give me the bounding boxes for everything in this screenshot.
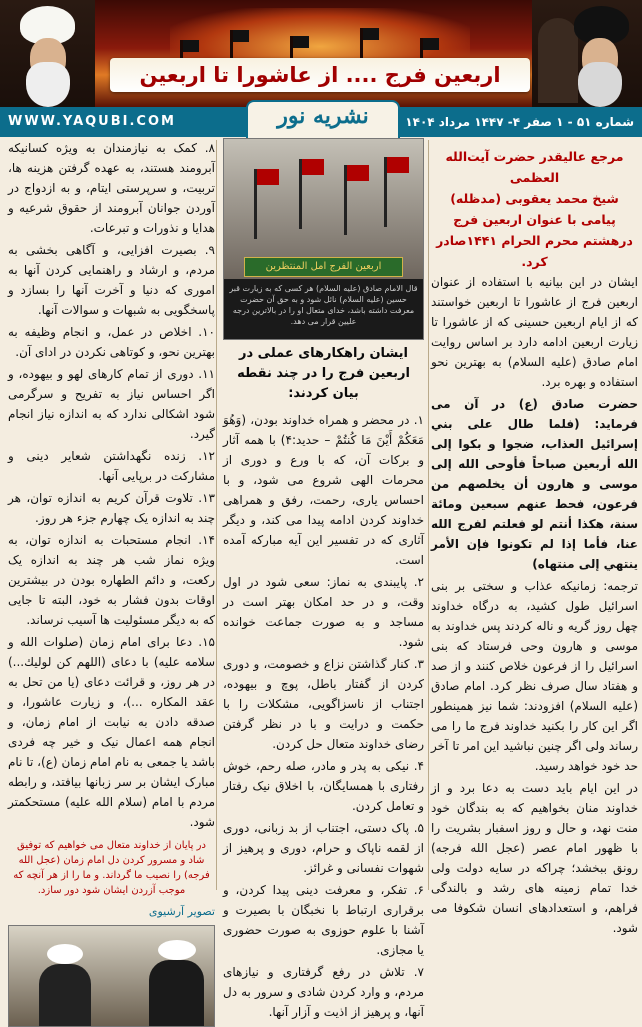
paragraph: ترجمه: زمانیکه عذاب و سختی بر بنی اسرائیل طول کشید، به درگاه خداوند چهل روز گریه و ناله کردند پس خداوند به موسی و هارون وحی فرستاد که بنی اسرائیل را از فرعون خلاص کنند و از صد و هفتاد سال صرف نظر کرد. امام صادق (علیه السلام) افزودند: شما نیز همینطور اگر این کار را بکنید خداوند فرج ما را می رساند ولی اگر چنین نباشید این امر تا آخر حد خود خواهد رسید. — [431, 579, 638, 773]
column-divider — [216, 140, 217, 890]
website-link[interactable]: WWW.YAQUBI.COM — [8, 114, 176, 129]
section-title: ایشان راهکارهای عملی در اربعین فرج را در چند نقطه بیان کردند: — [237, 346, 410, 401]
pilgrims-photo — [223, 138, 424, 340]
left-column — [8, 138, 215, 918]
paragraph: ایشان در این بیانیه با استفاده از عنوان اربعین فرج از عاشورا تا اربعین خواستند که از ایام اربعین حسینی که از عاشورا تا زیارت اربعین ادامه دارد بر اساس روایت امام صادق (علیه السلام) به بهترین نحو استفاده و بهره برد. — [431, 275, 638, 389]
header-banner — [0, 0, 642, 107]
sunset-sky — [170, 8, 470, 63]
list-item: ۹. بصیرت افزایی، و آگاهی بخشی به مردم، و ارشاد و راهنمایی کردن آنها به اموری که دنیا و آخرت آنها را بسازد و پاسخگویی به شبهات و سوالات آنها. — [8, 243, 215, 317]
list-item: ۱۵. دعا برای امام زمان (صلوات الله و سلامه علیه) با دعای (اللهم كن لوليك...) در هر روز، و قرائت دعای (يا من تحل به عقد المكاره ...)، و زیارت عاشورا، و صدقه دادن به نیابت از امام زمان، و انجام همه اعمال نیک و خیر چه فردی باشد یا جمعی به نام امام زمان (ع)، تا نام مبارک ایشان بر سر زبانها بیافتد، و رابطه مردم با امام (سلام الله علیه) مستحکمتر شود. — [8, 635, 215, 829]
closing-caption: در پایان از خداوند متعال می خواهیم که توفیق شاد و مسرور کردن دل امام زمان (عجل الله فرجه) را نصیب ما گرداند. و ما را از هر آنچه که موجب آزردن ایشان شود دور سازد. — [13, 840, 210, 896]
archive-label: تصویر آرشیوی — [148, 905, 215, 918]
list-item: ۸. کمک به نیازمندان به ویژه کسانیکه آبرومند هستند، به عهده گرفتن هزینه ها، تربیت، و سرپرستی ایتام، و به ازدواج در آوردن جوانان آبرومند از حقوق شرعیه و هدایا و نذورات و تبرعات. — [8, 141, 215, 235]
portrait-right — [532, 0, 642, 107]
middle-column — [223, 138, 424, 1019]
list-item: ۱۱. دوری از تمام کارهای لهو و بیهوده، و اگر احساس نیاز به تفریح و سرگرمی شود اشکالی ندارد که به اندازه نیاز انجام گیرد. — [8, 367, 215, 441]
archive-photo — [8, 925, 215, 1027]
list-item: ۱۰. اخلاص در عمل، و انجام وظیفه به بهترین نحو، و کوتاهی نکردن در ادای آن. — [8, 325, 215, 359]
photo-banner: اربعين الفرج امل المنتظرين — [244, 257, 403, 277]
portrait-left — [0, 0, 95, 107]
list-item: ۲. پایبندی به نماز: سعی شود در اول وقت، و در حد امکان بهتر است در مساجد و به صورت جماعت خوانده شود. — [223, 575, 424, 649]
logo-title: نشریه نور — [277, 103, 369, 129]
column-divider — [428, 140, 429, 890]
right-column — [431, 146, 638, 935]
list-item: ۱۴. انجام مستحبات به اندازه توان، به ویژه نماز شب هر چند به اندازه یک رکعت، و دائم الطهاره بودن در بیشترین اوقات بدون فشار به خود، البته تا جایی که به دیگر مسئولیت ها آسیب نرساند. — [8, 533, 215, 627]
list-item: ۳. کنار گذاشتن نزاع و خصومت، و دوری کردن از گفتار باطل، پوچ و بیهوده، اجتناب از ناسزاگویی، مشکلات را با حکمت و درایت و با در نظر گرفتن رضای خداوند متعال حل کردن. — [223, 657, 424, 751]
list-item: ۱. در محضر و همراه خداوند بودن، (وَهُوَ مَعَكُمْ أَيْنَ مَا كُنتُمْ – حدید:۴) با همه آثار و برکات آن، که با ورع و دوری از محرمات الهی شروع می شود، و با احساس یاری، رحمت، رفق و همراهی خداوند کردن ادامه پیدا می کند، و دیگر آثاری که در تفسیر این آیه مبارکه آمده است. — [223, 413, 424, 567]
paragraph: حضرت صادق (ع) در آن می فرماید: (فلما طال على بني إسرائيل العذاب، ضجوا و بكوا إلى الله أربعين صباحاً فأوحى الله إلى موسى و هارون أن يخلصهم من فرعون، فحط عنهم سبعين ومائة سنة، هكذا أنتم لو فعلتم لفرج الله عنا، فأما إذا لم تكونوا فإن الأمر ينتهي إلى منتهاه) — [431, 397, 638, 571]
list-item: ۵. پاک دستی، اجتناب از بد زبانی، دوری از لقمه ناپاک و حرام، دوری و پرهیز از شهوات نفسانی و غرائز. — [223, 821, 424, 875]
list-item: ۷. تلاش در رفع گرفتاری و نیازهای مردم، و وارد کردن شادی و سرور به دل آنها، و پرهیز از اذیت و آزار آنها. — [223, 965, 424, 1019]
paragraph: در این ایام باید دست به دعا برد و از خداوند منان بخواهیم که به بندگان خود منت نهد، و حال و روز اسفبار بشریت را با ظهور امام عصر (عجل الله فرجه) رونق ببخشد؛ چراکه در سایه دولت ولی خدا تمام زمینه های رشد و بالندگی فراهم، و استعدادهای انسان شکوفا می شود. — [431, 781, 638, 935]
issue-info: شماره ۵۱ - ۱ صفر ۴- ۱۴۴۷ مرداد ۱۴۰۴ — [405, 115, 634, 129]
article-heading: مرجع عالیقدر حضرت آیت‌الله العظمی شیخ محمد یعقوبی (مدظله) پیامی با عنوان اربعین فرج درهشتم محرم الحرام ۱۴۴۱صادر کرد. — [436, 149, 633, 269]
list-item: ۱۲. زنده نگهداشتن شعایر دینی و مشارکت در برپایی آنها. — [8, 449, 215, 483]
list-item: ۱۳. تلاوت قرآن کریم به اندازه توان، هر چند به اندازه یک چهارم جزء هر روز. — [8, 491, 215, 525]
photo-caption: قال الامام صادق (عليه السلام) هر کسی که به زیارت قبر حسین (علیه السلام) نائل شود و به حق آن حضرت معرفت داشته باشد، خدای متعال او را در بالاترین درجه علیین قرار می دهد. — [224, 279, 423, 339]
header-title: اربعین فرج .... از عاشورا تا اربعین — [110, 58, 530, 92]
list-item: ۶. تفکر، و معرفت دینی پیدا کردن، و برقراری ارتباط با نخبگان با بصیرت و آشنا با علوم حوزوی به صورت حضوری یا مجازی. — [223, 883, 424, 957]
list-item: ۴. نیکی به پدر و مادر، صله رحم، خوش رفتاری با همسایگان، با اخلاق نیک رفتار و تعامل کردن. — [223, 759, 424, 813]
